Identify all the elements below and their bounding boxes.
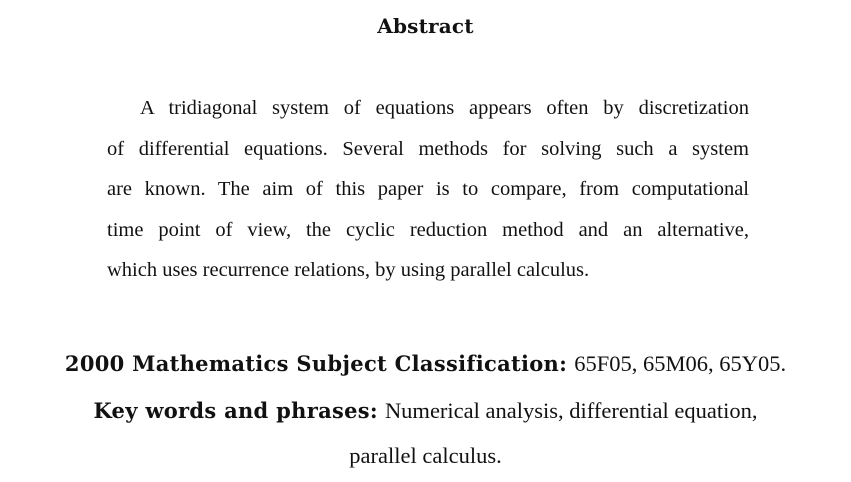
keywords-value: Numerical analysis, differential equation, xyxy=(384,398,758,423)
classification-value: 65F05, 65M06, 65Y05. xyxy=(574,351,787,376)
keywords xyxy=(0,398,851,424)
abstract-body xyxy=(107,88,749,291)
abstract-heading: Abstract xyxy=(377,14,474,38)
abstract-line: are known. The aim of this paper is to compare, from computational xyxy=(107,178,749,200)
keywords-label: Key words and phrases: xyxy=(93,398,378,423)
abstract-line: time point of view, the cyclic reduction method and an alternative, xyxy=(107,218,749,241)
keywords-continuation xyxy=(0,443,851,469)
abstract-line: of differential equations. Several methods for solving such a system xyxy=(107,137,749,160)
keywords-value-continued: parallel calculus. xyxy=(349,443,502,468)
abstract-line: which uses recurrence relations, by using parallel calculus. xyxy=(107,259,590,281)
subject-classification xyxy=(0,351,851,377)
abstract-line: A tridiagonal system of equations appears often by discretization xyxy=(140,97,749,119)
classification-label: 2000 Mathematics Subject Classification: xyxy=(64,351,568,376)
